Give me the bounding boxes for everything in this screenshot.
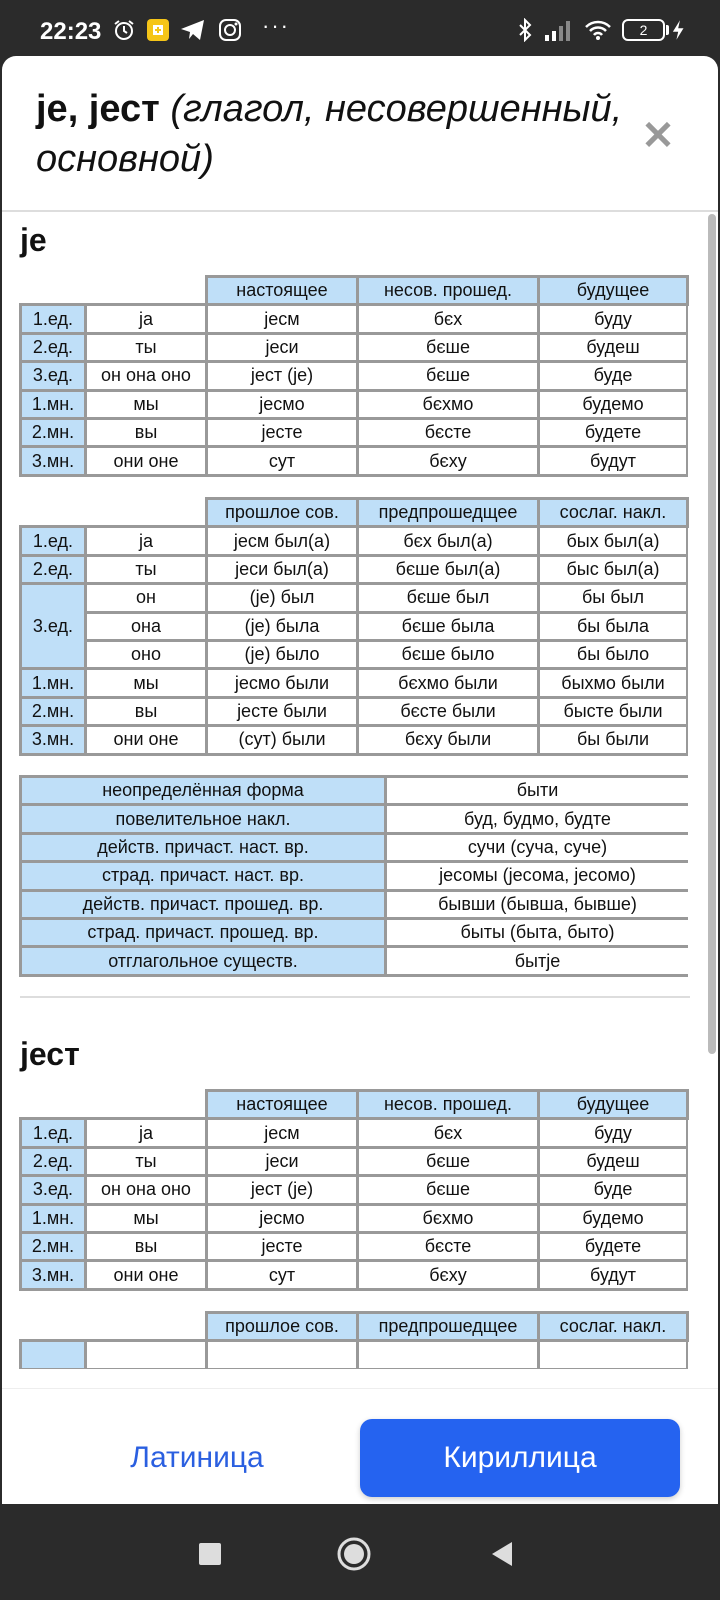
status-time: 22:23	[40, 18, 102, 45]
table-header-cell: будущее	[540, 1092, 686, 1117]
table-cell: јесм	[208, 306, 356, 331]
table-cell: ты	[87, 557, 205, 582]
navigation-bar	[0, 1504, 720, 1600]
table-cell	[359, 1342, 537, 1368]
table-cell: бєсте были	[359, 699, 537, 724]
table-cell: будемо	[540, 392, 686, 417]
home-icon[interactable]	[334, 1534, 374, 1574]
table-cell: оно	[87, 642, 205, 667]
table-cell: бєше	[359, 335, 537, 360]
table-cell	[540, 1342, 686, 1368]
table-cell: они оне	[87, 1262, 205, 1287]
form-value: бывши (бывша, бывше)	[387, 892, 688, 917]
table-cell: бєхмо	[359, 1206, 537, 1231]
charging-icon	[672, 19, 684, 41]
table-cell: (је) было	[208, 642, 356, 667]
section-title: је	[20, 222, 47, 258]
battery-icon	[622, 18, 684, 42]
form-label: страд. причаст. прошед. вр.	[22, 920, 384, 945]
person-label: 2.ед.	[22, 335, 84, 360]
table-cell: бы была	[540, 614, 686, 639]
table-cell: быс был(а)	[540, 557, 686, 582]
table-cell: вы	[87, 420, 205, 445]
signal-icon	[544, 18, 572, 42]
table-cell: бєше был	[359, 585, 537, 610]
battery-level: 2	[639, 22, 648, 38]
form-label: страд. причаст. наст. вр.	[22, 863, 384, 888]
person-label: 3.ед.	[22, 585, 84, 667]
person-label: 1.ед.	[22, 1120, 84, 1145]
table-cell: он она оно	[87, 363, 205, 388]
back-icon[interactable]	[482, 1534, 522, 1574]
table-cell: ты	[87, 1149, 205, 1174]
person-label: 1.мн.	[22, 1206, 84, 1231]
person-label: 1.мн.	[22, 392, 84, 417]
form-value: сучи (суча, суче)	[387, 835, 688, 860]
table-cell: јеси	[208, 1149, 356, 1174]
table-cell: (сут) были	[208, 727, 356, 752]
form-value: быти	[387, 778, 688, 803]
title-word: је, јест	[36, 88, 160, 130]
table-cell: буде	[540, 363, 686, 388]
table-cell: јесм	[208, 1120, 356, 1145]
table-cell: будете	[540, 420, 686, 445]
table-cell: јесмо	[208, 392, 356, 417]
conjugation-scroll-area[interactable]	[2, 214, 718, 1388]
table-header-cell: несов. прошед.	[359, 278, 537, 303]
table-cell: буде	[540, 1177, 686, 1202]
table-cell: бы было	[540, 642, 686, 667]
table-cell: бєх	[359, 306, 537, 331]
wifi-icon	[584, 18, 612, 42]
table-cell	[87, 1342, 205, 1368]
table-cell: бых был(а)	[540, 528, 686, 553]
table-cell: будете	[540, 1234, 686, 1259]
notification-icon	[146, 18, 170, 42]
table-cell: јесте	[208, 1234, 356, 1259]
table-cell: бєше была	[359, 614, 537, 639]
table-cell: буду	[540, 306, 686, 331]
table-cell: бєхмо	[359, 392, 537, 417]
table-cell: бєше был(а)	[359, 557, 537, 582]
table-cell: јесмо	[208, 1206, 356, 1231]
more-icon: ···	[262, 13, 290, 38]
table-cell: бєху были	[359, 727, 537, 752]
table-cell: ја	[87, 1120, 205, 1145]
person-label: 3.ед.	[22, 363, 84, 388]
form-label: действ. причаст. прошед. вр.	[22, 892, 384, 917]
person-label: 2.мн.	[22, 420, 84, 445]
sheet-title	[36, 84, 636, 184]
table-cell: будеш	[540, 1149, 686, 1174]
table-header-cell: предпрошедщее	[359, 500, 537, 525]
table-cell: сут	[208, 1262, 356, 1287]
table-cell: ја	[87, 306, 205, 331]
table-cell: јест (је)	[208, 363, 356, 388]
form-value: буд, будмо, будте	[387, 806, 688, 831]
table-cell: она	[87, 614, 205, 639]
table-header-cell: предпрошедщее	[359, 1314, 537, 1339]
person-label: 1.ед.	[22, 528, 84, 553]
conjugation-sheet	[2, 56, 718, 1504]
form-value: бытје	[387, 948, 688, 973]
table-cell: быхмо были	[540, 670, 686, 695]
telegram-icon	[180, 18, 206, 42]
table-cell	[208, 1342, 356, 1368]
person-label: 2.ед.	[22, 1149, 84, 1174]
table-cell: јесмо были	[208, 670, 356, 695]
bluetooth-icon	[516, 18, 534, 42]
table-header-cell: настоящее	[208, 1092, 356, 1117]
form-value: быты (быта, быто)	[387, 920, 688, 945]
close-icon[interactable]: ✕	[641, 114, 675, 158]
table-cell: бєхмо были	[359, 670, 537, 695]
table-cell: ја	[87, 528, 205, 553]
status-bar	[0, 0, 720, 56]
table-cell: бєсте	[359, 1234, 537, 1259]
table-cell: бєше	[359, 1177, 537, 1202]
person-label: 3.мн.	[22, 727, 84, 752]
alarm-icon	[112, 18, 136, 42]
table-cell: јесте	[208, 420, 356, 445]
person-label: 1.мн.	[22, 670, 84, 695]
section-divider	[20, 996, 690, 998]
latin-button[interactable]: Латиница	[130, 1441, 264, 1474]
form-label: неопределённая форма	[22, 778, 384, 803]
table-cell: он	[87, 585, 205, 610]
person-label: 2.мн.	[22, 1234, 84, 1259]
table-cell: јесм был(а)	[208, 528, 356, 553]
table-cell: будеш	[540, 335, 686, 360]
table-cell: бєше	[359, 1149, 537, 1174]
table-cell: будут	[540, 448, 686, 473]
table-cell: (је) был	[208, 585, 356, 610]
table-cell: бєсте	[359, 420, 537, 445]
table-cell: бєше было	[359, 642, 537, 667]
table-header-cell: несов. прошед.	[359, 1092, 537, 1117]
table-cell: ты	[87, 335, 205, 360]
table-cell: мы	[87, 392, 205, 417]
table-cell: мы	[87, 670, 205, 695]
table-cell: бы был	[540, 585, 686, 610]
table-header-cell: сослаг. накл.	[540, 500, 686, 525]
form-label: повелительное накл.	[22, 806, 384, 831]
table-cell: сут	[208, 448, 356, 473]
table-cell: (је) была	[208, 614, 356, 639]
form-label: отглагольное существ.	[22, 948, 384, 973]
recent-apps-icon[interactable]	[190, 1534, 230, 1574]
table-cell: јесте были	[208, 699, 356, 724]
person-label: 3.ед.	[22, 1177, 84, 1202]
instagram-icon	[218, 18, 242, 42]
table-cell: бы были	[540, 727, 686, 752]
person-label: 3.мн.	[22, 1262, 84, 1287]
person-label: 3.мн.	[22, 448, 84, 473]
table-cell: вы	[87, 1234, 205, 1259]
cyrillic-button[interactable]: Кириллица	[360, 1419, 680, 1497]
table-cell: јест (је)	[208, 1177, 356, 1202]
table-cell: јеси был(а)	[208, 557, 356, 582]
person-label: 1.ед.	[22, 306, 84, 331]
form-label: действ. причаст. наст. вр.	[22, 835, 384, 860]
table-cell: будут	[540, 1262, 686, 1287]
table-cell: мы	[87, 1206, 205, 1231]
table-header-cell: прошлое сов.	[208, 1314, 356, 1339]
table-cell: они оне	[87, 448, 205, 473]
table-header-cell: прошлое сов.	[208, 500, 356, 525]
person-label: 2.ед.	[22, 557, 84, 582]
table-cell: буду	[540, 1120, 686, 1145]
table-cell: он она оно	[87, 1177, 205, 1202]
table-header-cell: будущее	[540, 278, 686, 303]
table-cell: бєху	[359, 448, 537, 473]
table-header-cell: сослаг. накл.	[540, 1314, 686, 1339]
title-description: (глагол, несовершенный, основной)	[36, 88, 623, 180]
person-label	[22, 1342, 84, 1368]
table-cell: бєше	[359, 363, 537, 388]
table-cell: будемо	[540, 1206, 686, 1231]
table-cell: бєх	[359, 1120, 537, 1145]
script-toggle-bar	[2, 1388, 718, 1504]
scrollbar[interactable]	[708, 214, 716, 1054]
form-value: јесомы (јесома, јесомо)	[387, 863, 688, 888]
table-cell: јеси	[208, 335, 356, 360]
table-header-cell: настоящее	[208, 278, 356, 303]
table-cell: бысте были	[540, 699, 686, 724]
section-title: јест	[20, 1036, 80, 1072]
table-cell: бєху	[359, 1262, 537, 1287]
sheet-header	[2, 56, 718, 212]
table-cell: вы	[87, 699, 205, 724]
person-label: 2.мн.	[22, 699, 84, 724]
table-cell: бєх был(а)	[359, 528, 537, 553]
table-cell: они оне	[87, 727, 205, 752]
